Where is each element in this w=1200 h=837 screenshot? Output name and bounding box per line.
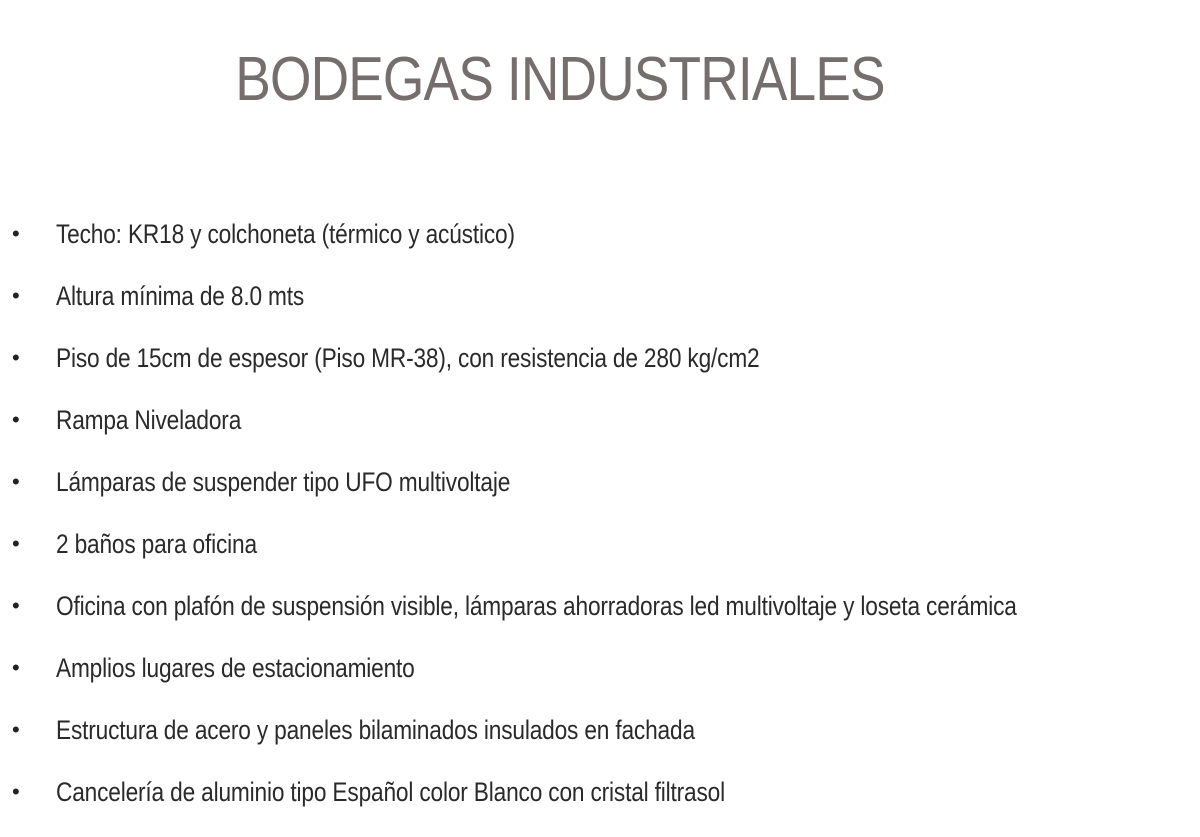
bullet-icon: •	[12, 221, 20, 246]
feature-text: Lámparas de suspender tipo UFO multivoltaje	[56, 466, 511, 497]
list-item	[12, 451, 1200, 513]
feature-text: Techo: KR18 y colchoneta (térmico y acústico)	[56, 218, 515, 249]
bullet-icon: •	[12, 531, 20, 556]
list-item	[12, 265, 1200, 327]
list-item	[12, 203, 1200, 265]
feature-text: Piso de 15cm de espesor (Piso MR-38), con resistencia de 280 kg/cm2	[56, 342, 760, 373]
bullet-icon: •	[12, 593, 20, 618]
feature-text: Estructura de acero y paneles bilaminados insulados en fachada	[56, 714, 695, 745]
bullet-icon: •	[12, 407, 20, 432]
features-list	[12, 203, 1200, 823]
list-item	[12, 513, 1200, 575]
list-item	[12, 761, 1200, 823]
list-item	[12, 327, 1200, 389]
feature-text: Cancelería de aluminio tipo Español color Blanco con cristal filtrasol	[56, 776, 725, 807]
feature-text: Oficina con plafón de suspensión visible, lámparas ahorradoras led multivoltaje y loseta cerámica	[56, 590, 1017, 621]
bullet-icon: •	[12, 779, 20, 804]
bullet-icon: •	[12, 469, 20, 494]
page-title: BODEGAS INDUSTRIALES	[235, 45, 885, 114]
feature-text: Altura mínima de 8.0 mts	[56, 280, 305, 311]
feature-text: Amplios lugares de estacionamiento	[56, 652, 415, 683]
bullet-icon: •	[12, 283, 20, 308]
list-item	[12, 389, 1200, 451]
bullet-icon: •	[12, 717, 20, 742]
feature-text: Rampa Niveladora	[56, 404, 242, 435]
feature-text: 2 baños para oficina	[56, 528, 257, 559]
bullet-icon: •	[12, 655, 20, 680]
bullet-icon: •	[12, 345, 20, 370]
list-item	[12, 637, 1200, 699]
list-item	[12, 699, 1200, 761]
list-item	[12, 575, 1200, 637]
